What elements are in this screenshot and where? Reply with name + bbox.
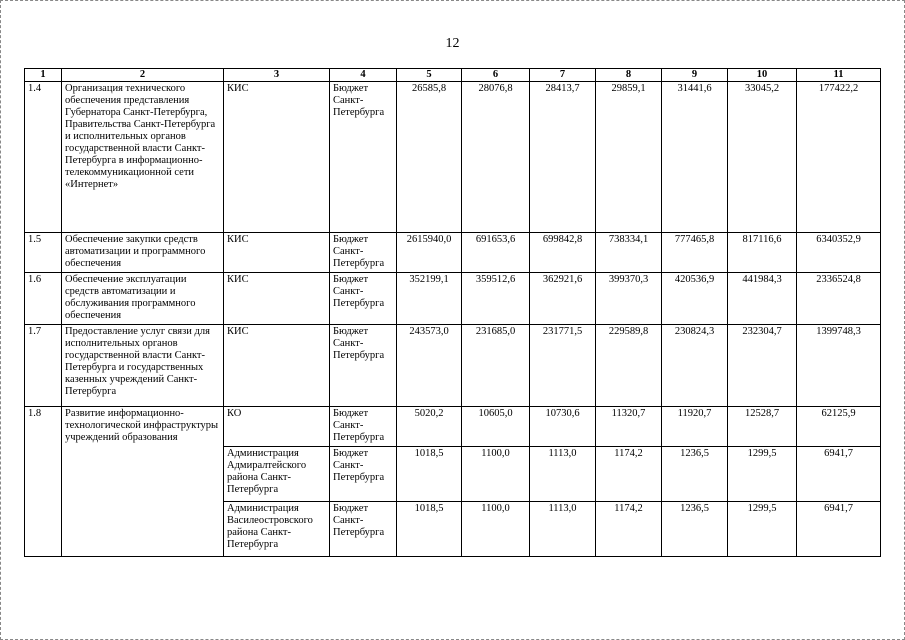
value-cell: 28076,8 [462,82,530,233]
value-cell: 362921,6 [530,273,596,325]
value-cell: 1236,5 [662,502,728,557]
value-cell: 1299,5 [728,502,797,557]
page-number: 12 [445,36,460,51]
value-cell: 699842,8 [530,233,596,273]
col-header: 11 [797,69,881,82]
funding-source: Бюджет Санкт-Петербурга [330,447,397,502]
value-cell: 2336524,8 [797,273,881,325]
value-cell: 31441,6 [662,82,728,233]
value-cell: 229589,8 [596,325,662,407]
col-header: 6 [462,69,530,82]
value-cell: 1100,0 [462,502,530,557]
header-row [25,69,881,82]
value-cell: 33045,2 [728,82,797,233]
value-cell: 6941,7 [797,502,881,557]
table-row [25,325,881,407]
col-header: 2 [62,69,224,82]
value-cell: 6340352,9 [797,233,881,273]
value-cell: 231771,5 [530,325,596,407]
row-number: 1.5 [25,233,62,273]
row-number: 1.6 [25,273,62,325]
executor: КИС [224,233,330,273]
activity-name: Обеспечение закупки средств автоматизации и программного обеспечения [62,233,224,273]
row-number: 1.7 [25,325,62,407]
value-cell: 1100,0 [462,447,530,502]
value-cell: 777465,8 [662,233,728,273]
value-cell: 1018,5 [397,502,462,557]
col-header: 5 [397,69,462,82]
row-number: 1.8 [25,407,62,557]
value-cell: 62125,9 [797,407,881,447]
value-cell: 10730,6 [530,407,596,447]
executor: КИС [224,325,330,407]
value-cell: 420536,9 [662,273,728,325]
value-cell: 1399748,3 [797,325,881,407]
funding-source: Бюджет Санкт-Петербурга [330,82,397,233]
table-row [25,233,881,273]
value-cell: 2615940,0 [397,233,462,273]
value-cell: 359512,6 [462,273,530,325]
value-cell: 1113,0 [530,447,596,502]
activity-name: Организация технического обеспечения представления Губернатора Санкт-Петербурга, Правительства Санкт-Петербурга и исполнительных органов государственной власти Санкт-Петербурга в информационно-телекоммуникационной сети «Интернет» [62,82,224,233]
value-cell: 11920,7 [662,407,728,447]
value-cell: 1299,5 [728,447,797,502]
value-cell: 230824,3 [662,325,728,407]
value-cell: 1018,5 [397,447,462,502]
value-cell: 232304,7 [728,325,797,407]
activity-name: Предоставление услуг связи для исполнительных органов государственной власти Санкт-Петербурга и государственных казенных учреждений Санкт-Петербурга [62,325,224,407]
funding-source: Бюджет Санкт-Петербурга [330,325,397,407]
value-cell: 1174,2 [596,447,662,502]
value-cell: 1236,5 [662,447,728,502]
value-cell: 177422,2 [797,82,881,233]
executor: КО [224,407,330,447]
table-row [25,407,881,447]
executor: Администрация Адмиралтейского района Санкт-Петербурга [224,447,330,502]
value-cell: 441984,3 [728,273,797,325]
executor: КИС [224,82,330,233]
col-header: 7 [530,69,596,82]
executor: КИС [224,273,330,325]
table-row [25,82,881,233]
col-header: 1 [25,69,62,82]
funding-source: Бюджет Санкт-Петербурга [330,273,397,325]
value-cell: 1113,0 [530,502,596,557]
value-cell: 26585,8 [397,82,462,233]
funding-source: Бюджет Санкт-Петербурга [330,233,397,273]
value-cell: 5020,2 [397,407,462,447]
value-cell: 10605,0 [462,407,530,447]
value-cell: 28413,7 [530,82,596,233]
program-table [24,68,881,557]
col-header: 10 [728,69,797,82]
value-cell: 817116,6 [728,233,797,273]
value-cell: 231685,0 [462,325,530,407]
value-cell: 691653,6 [462,233,530,273]
funding-source: Бюджет Санкт-Петербурга [330,502,397,557]
activity-name: Обеспечение эксплуатации средств автоматизации и обслуживания программного обеспечения [62,273,224,325]
col-header: 8 [596,69,662,82]
value-cell: 738334,1 [596,233,662,273]
value-cell: 12528,7 [728,407,797,447]
table-row [25,273,881,325]
value-cell: 243573,0 [397,325,462,407]
value-cell: 11320,7 [596,407,662,447]
executor: Администрация Василеостровского района Санкт-Петербурга [224,502,330,557]
col-header: 9 [662,69,728,82]
value-cell: 399370,3 [596,273,662,325]
value-cell: 352199,1 [397,273,462,325]
funding-source: Бюджет Санкт-Петербурга [330,407,397,447]
row-number: 1.4 [25,82,62,233]
col-header: 4 [330,69,397,82]
activity-name: Развитие информационно-технологической инфраструктуры учреждений образования [62,407,224,557]
value-cell: 29859,1 [596,82,662,233]
value-cell: 6941,7 [797,447,881,502]
col-header: 3 [224,69,330,82]
value-cell: 1174,2 [596,502,662,557]
